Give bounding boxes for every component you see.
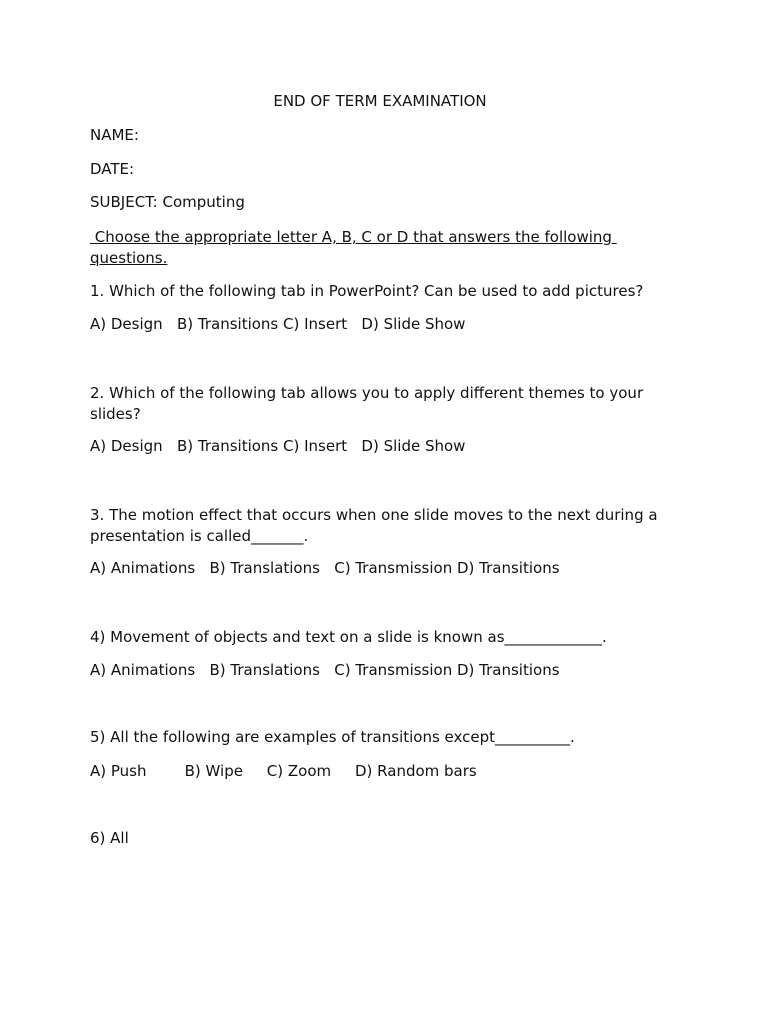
question-2-text: 2. Which of the following tab allows you to apply different themes to your slides?: [90, 384, 648, 423]
name-label: NAME:: [90, 126, 139, 144]
question-4-options: A) Animations B) Translations C) Transmission D) Transitions: [90, 661, 560, 679]
question-3-options: A) Animations B) Translations C) Transmission D) Transitions: [90, 559, 560, 577]
question-6-text: 6) All: [90, 829, 129, 847]
question-2-options: A) Design B) Transitions C) Insert D) Slide Show: [90, 437, 466, 455]
question-5-options: A) Push B) Wipe C) Zoom D) Random bars: [90, 762, 477, 780]
instructions: Choose the appropriate letter A, B, C or D that answers the following questions.: [90, 228, 617, 267]
date-label: DATE:: [90, 160, 135, 178]
question-4-text: 4) Movement of objects and text on a slide is known as_____________.: [90, 628, 607, 646]
question-3-text: 3. The motion effect that occurs when one slide moves to the next during a presentation is called_______.: [90, 506, 663, 545]
subject-line: SUBJECT: Computing: [90, 193, 245, 211]
question-1-text: 1. Which of the following tab in PowerPoint? Can be used to add pictures?: [90, 282, 644, 300]
question-5-text: 5) All the following are examples of transitions except__________.: [90, 728, 575, 746]
exam-title: END OF TERM EXAMINATION: [273, 92, 487, 110]
question-1-options: A) Design B) Transitions C) Insert D) Slide Show: [90, 315, 466, 333]
